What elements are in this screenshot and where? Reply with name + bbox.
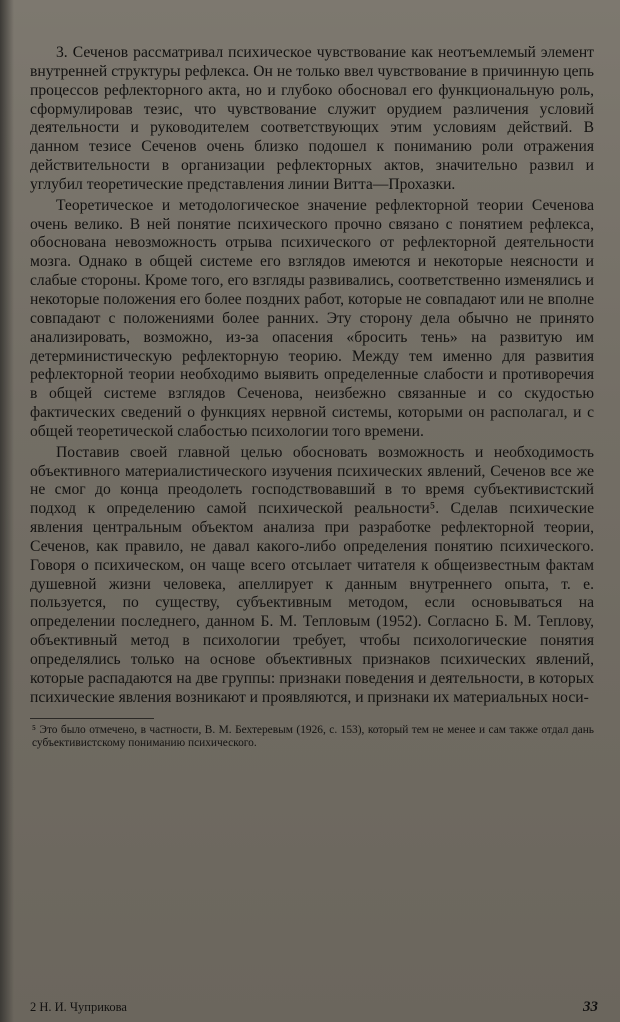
footnote: ⁵ Это было отмечено, в частности, В. М. Бехтеревым (1926, с. 153), который тем не менее и сам также отдал дань субъективистскому пониманию психического.	[32, 723, 594, 749]
page-footer	[30, 999, 598, 1016]
footnote-divider	[30, 718, 154, 719]
paragraph-3: Поставив своей главной целью обосновать возможность и необходимость объективного материалистического изучения психических явлений, Сеченов все же не смог до конца преодолеть господствовавший в то время субъективистский подход к определению самой психической реальности⁵. Сделав психические явления центральным объектом анализа при разработке рефлекторной теории, Сеченов, как правило, не давал какого-либо определения понятию психического. Говоря о психическом, он чаще всего отсылает читателя к общеизвестным фактам душевной жизни человека, апеллирует к данным внутреннего опыта, т. е. пользуется, по существу, субъективным методом, если основываться на определении последнего, данном Б. М. Тепловым (1952). Согласно Б. М. Теплову, объективный метод в психологии требует, чтобы психологические понятия определялись только на основе объективных признаков психических явлений, которые распадаются на две группы: признаки поведения и деятельности, в которых психические явления возникают и проявляются, и признаки их материальных носи-	[30, 443, 594, 706]
paragraph-1: 3. Сеченов рассматривал психическое чувствование как неотъемлемый элемент внутренней структуры рефлекса. Он не только ввел чувствование в причинную цепь процессов рефлекторного акта, но и глубоко обосновал его функциональную роль, сформулировав тезис, что чувствование служит орудием различения условий деятельности и руководителем соответствующих этим условиям действий. В данном тезисе Сеченов очень близко подошел к пониманию роли отражения действительности в организации рефлекторных актов, значительно развил и углубил теоретические представления линии Витта—Прохазки.	[30, 44, 594, 193]
paragraph-2: Теоретическое и методологическое значение рефлекторной теории Сеченова очень велико. В ней понятие психического прочно связано с понятием рефлекса, обоснована невозможность отрыва психического от рефлекторной деятельности мозга. Однако в общей системе его взглядов имеются и некоторые неясности и слабые стороны. Кроме того, его взгляды развивались, соответственно изменялись и некоторые положения его более поздних работ, которые не совпадают или не вполне совпадают с положениями более ранних. Эту сторону дела обычно не принято анализировать, возможно, из-за опасения «бросить тень» на развитую им детерминистическую рефлекторную теорию. Между тем именно для развития рефлекторной теории необходимо выявить определенные слабости и противоречия в общей системе взглядов Сеченова, неизбежно связанные и со скудостью фактических сведений о функциях нервной системы, которыми он располагал, и с общей теоретической слабостью психологии того времени.	[30, 196, 594, 440]
body-text	[30, 44, 594, 708]
printer-signature: 2 Н. И. Чуприкова	[30, 1000, 127, 1014]
page-number: 33	[583, 999, 598, 1015]
